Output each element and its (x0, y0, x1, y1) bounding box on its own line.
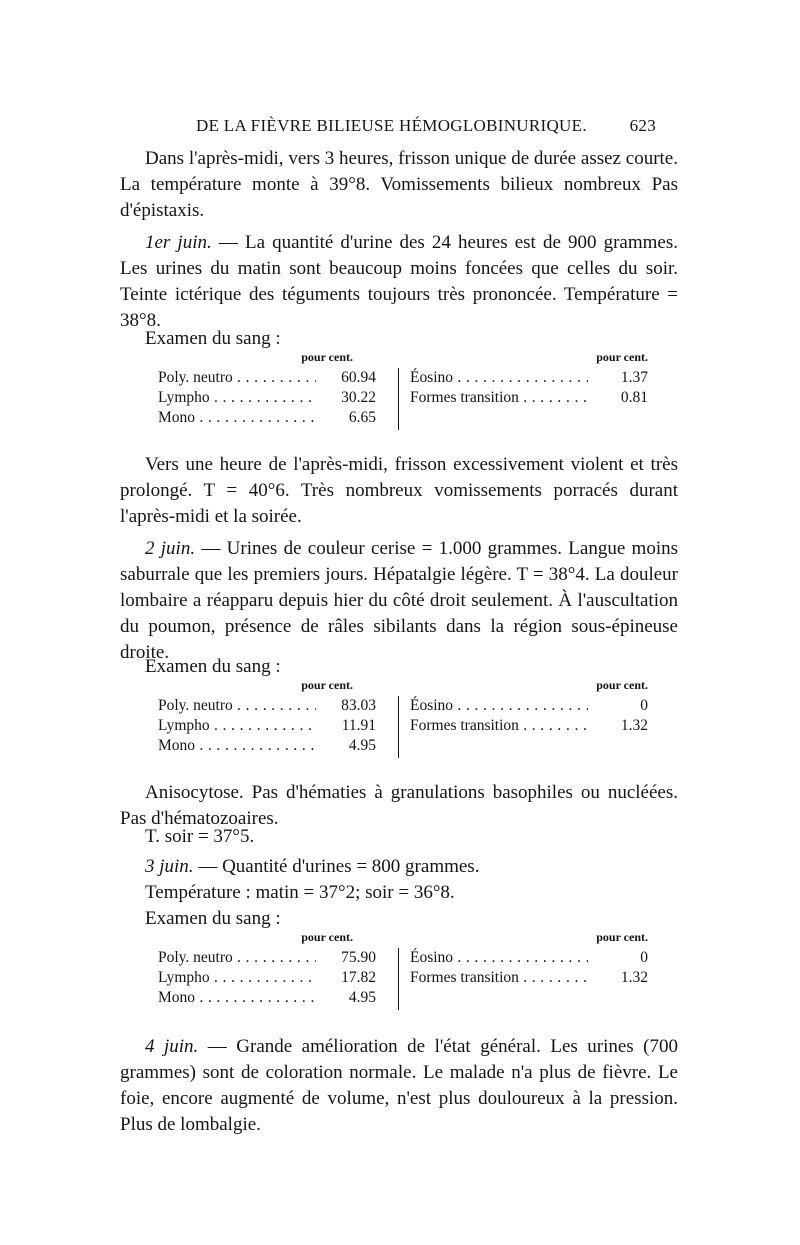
unit-left: pour cent. (301, 350, 353, 364)
table-row: Poly. neutro . . . 83.03 (158, 696, 376, 716)
paragraph-june-1 (120, 230, 678, 334)
blood-exam-heading-2: Examen du sang : (145, 656, 281, 677)
table-row: Formes transition . . . 0.81 (410, 388, 648, 408)
table-row: Éosino . . . 1.37 (410, 368, 648, 388)
blood-table-2 (158, 678, 648, 762)
column-divider (398, 368, 399, 430)
table-row: Lympho . . . 11.91 (158, 716, 376, 736)
date-june-4: 4 juin. (145, 1036, 199, 1057)
blood-table-3 (158, 930, 648, 1014)
paragraph-june-4 (120, 1034, 678, 1138)
table-row: Poly. neutro . . . 60.94 (158, 368, 376, 388)
paragraph-afternoon-chill: Dans l'après-midi, vers 3 heures, frisson unique de durée assez courte. La température monte à 39°8. Vomissements bilieux nombreux Pas d'épistaxis. (120, 148, 678, 221)
paragraph-june-2 (120, 536, 678, 666)
table-row: Lympho . . . 30.22 (158, 388, 376, 408)
paragraph-june-1-text: — La quantité d'urine des 24 heures est de 900 grammes. Les urines du matin sont beaucoup moins foncées que celles du soir. Teinte ictérique des téguments toujours très prononcée. Température = 38°8. (120, 232, 678, 331)
paragraph-june-4-text: — Grande amélioration de l'état général. Les urines (700 grammes) sont de coloration normale. Le malade n'a plus de fièvre. Le foie, encore augmenté de volume, n'est plus douloureux à la pression. Plus de lombalgie. (120, 1036, 678, 1135)
table-row: Formes transition . . . 1.32 (410, 716, 648, 736)
temperature-line: Température : matin = 37°2; soir = 36°8. (145, 882, 455, 903)
paragraph-june-3-text: — Quantité d'urines = 800 grammes. (193, 856, 480, 877)
paragraph-violent-chill: Vers une heure de l'après-midi, frisson excessivement violent et très prolongé. T = 40°6. Très nombreux vomissements porracés durant l'après-midi et la soirée. (120, 454, 678, 527)
paragraph-june-3 (145, 854, 675, 880)
date-june-3: 3 juin. (145, 856, 194, 877)
paragraph-june-2-text: — Urines de couleur cerise = 1.000 grammes. Langue moins saburrale que les premiers jours. Hépatalgie légère. T = 38°4. La douleur lombaire a réapparu depuis hier du côté droit seulement. À l'auscultation du poumon, présence de râles sibilants dans la région sous-épineuse droite. (120, 538, 678, 663)
unit-right: pour cent. (596, 678, 648, 692)
unit-right: pour cent. (596, 930, 648, 944)
unit-left: pour cent. (301, 678, 353, 692)
table-row: Mono . . . 6.65 (158, 408, 376, 428)
running-title: DE LA FIÈVRE BILIEUSE HÉMOGLOBINURIQUE. (196, 116, 587, 135)
date-june-2: 2 juin. (145, 538, 196, 559)
column-divider (398, 696, 399, 758)
blood-table-1 (158, 350, 648, 434)
evening-temperature: T. soir = 37°5. (145, 826, 255, 847)
table-row: Lympho . . . 17.82 (158, 968, 376, 988)
date-june-1: 1er juin. (145, 232, 212, 253)
column-divider (398, 948, 399, 1010)
table-row: Éosino . . . 0 (410, 948, 648, 968)
table-row: Poly. neutro . . . 75.90 (158, 948, 376, 968)
blood-exam-heading-1: Examen du sang : (145, 328, 281, 349)
table-row: Mono . . . 4.95 (158, 988, 376, 1008)
table-row: Éosino . . . 0 (410, 696, 648, 716)
unit-right: pour cent. (596, 350, 648, 364)
page-number: 623 (629, 116, 656, 135)
blood-exam-heading-3: Examen du sang : (145, 908, 281, 929)
table-row: Formes transition . . . 1.32 (410, 968, 648, 988)
paragraph-anisocytosis: Anisocytose. Pas d'hématies à granulations basophiles ou nucléées. Pas d'hématozoaires. (120, 782, 678, 829)
unit-left: pour cent. (301, 930, 353, 944)
table-row: Mono . . . 4.95 (158, 736, 376, 756)
